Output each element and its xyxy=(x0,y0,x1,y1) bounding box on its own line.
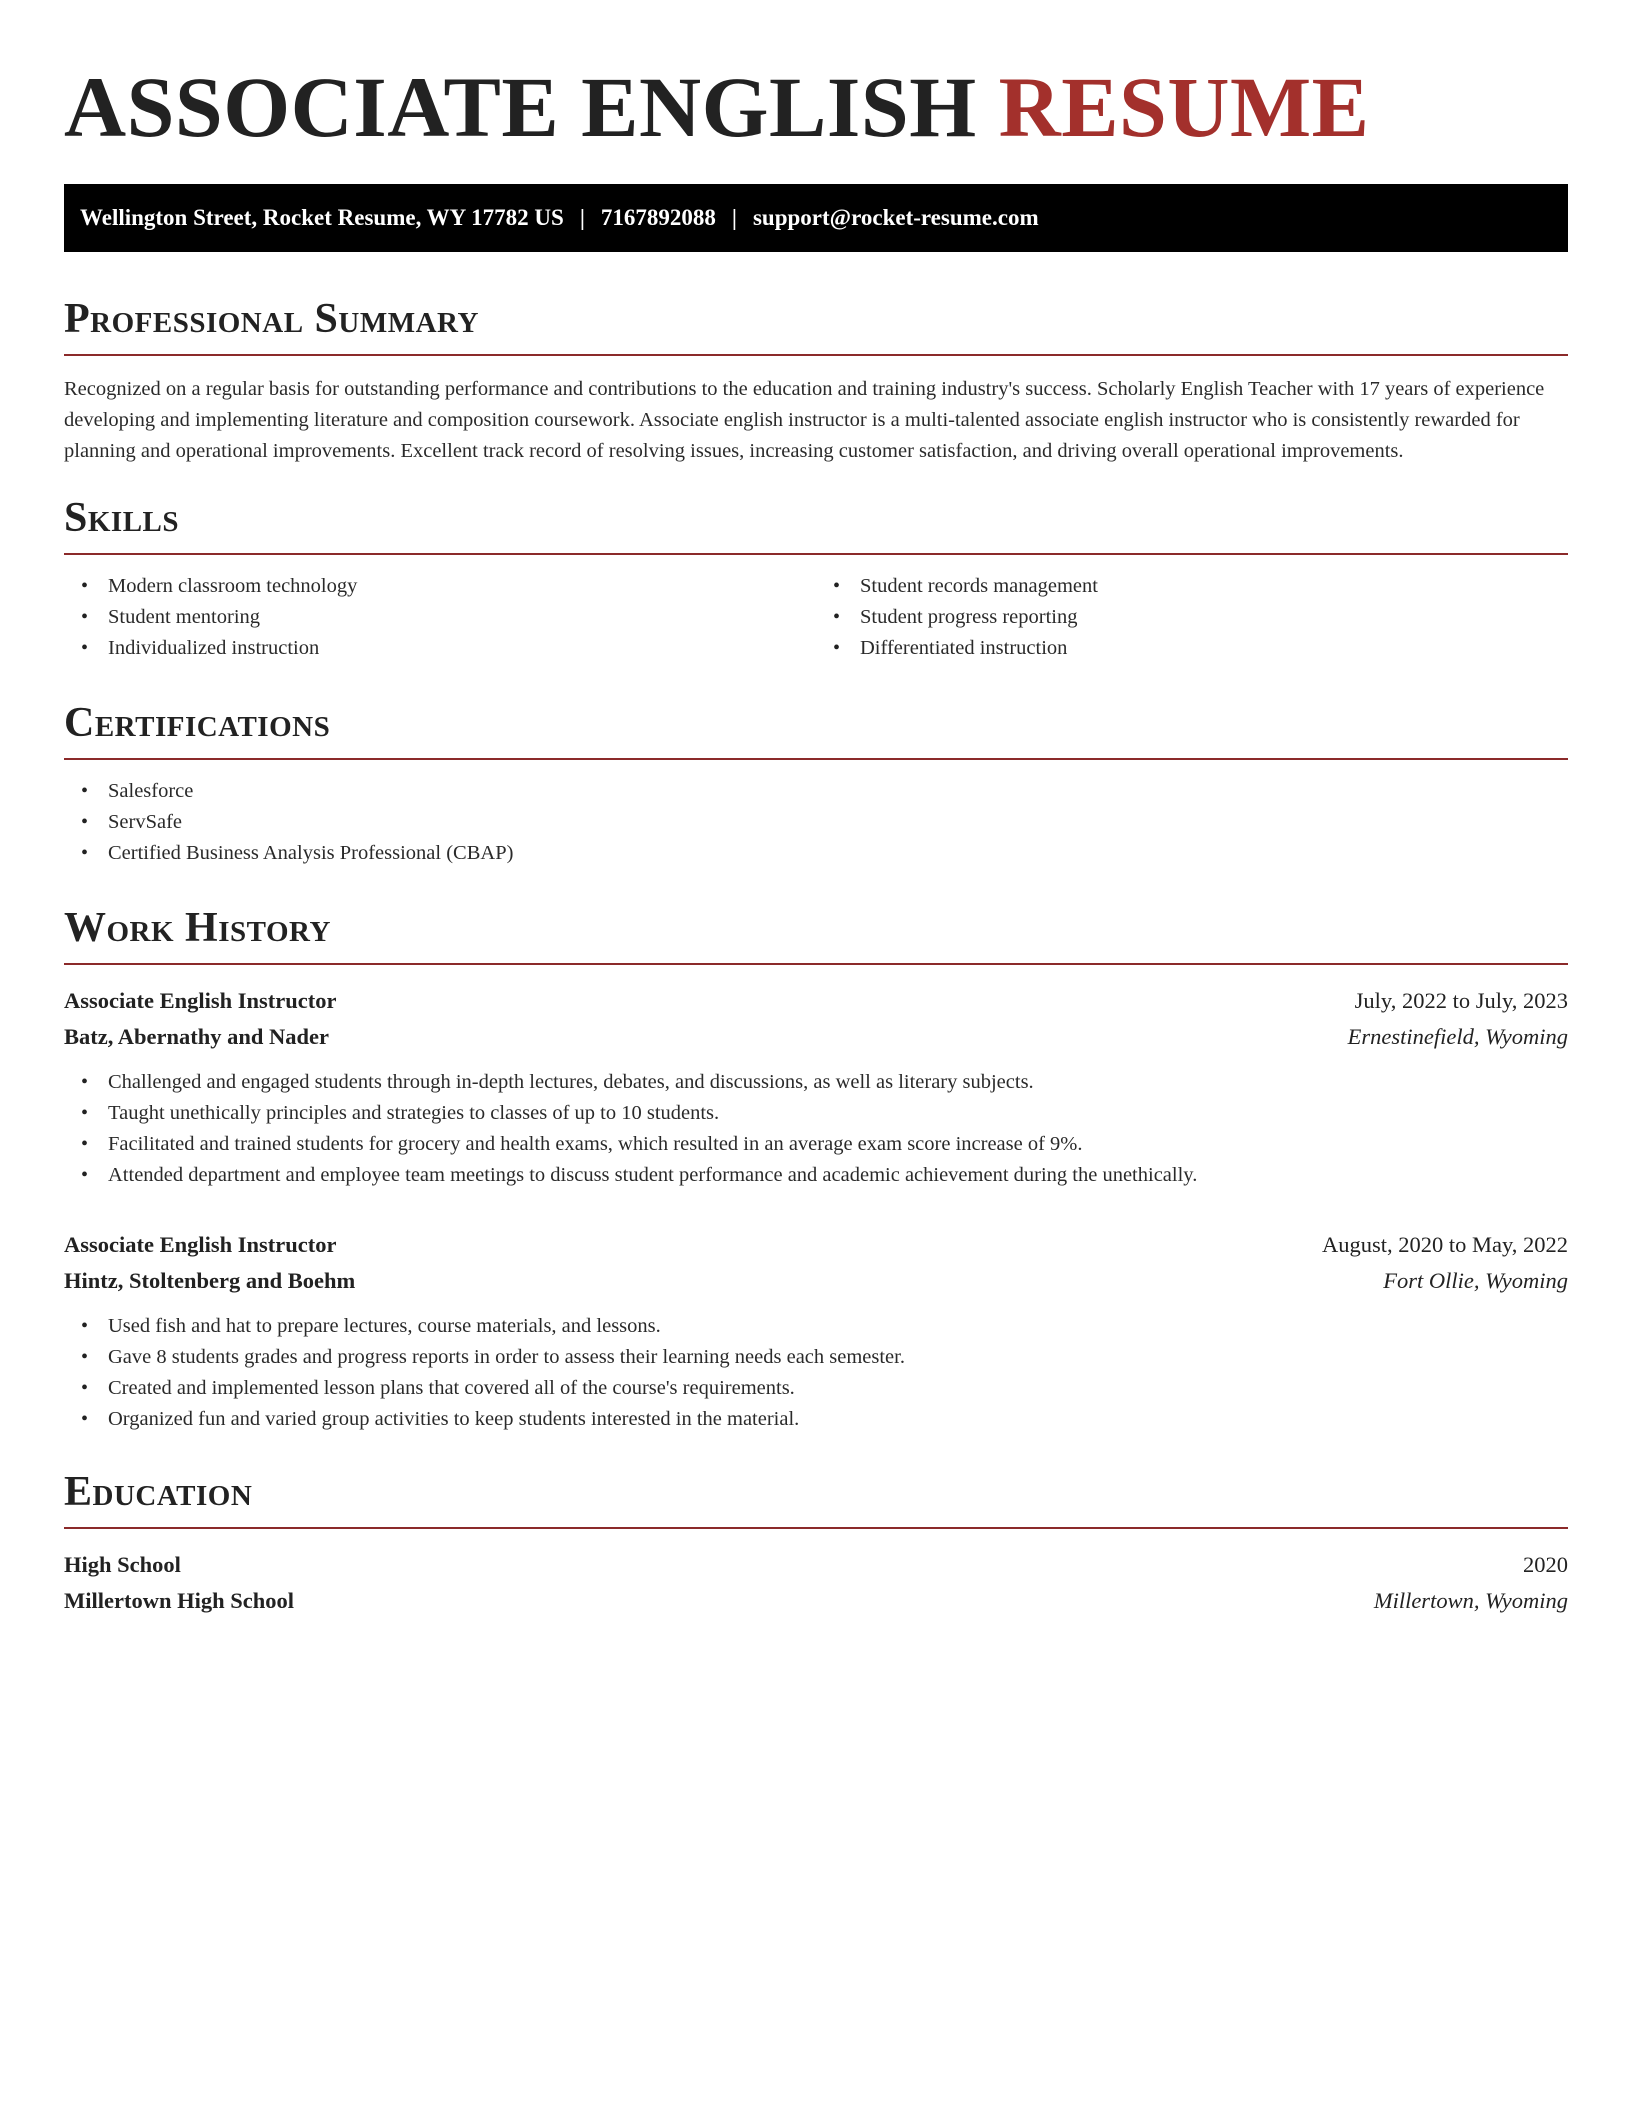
job-bullet: • Challenged and engaged students through in-depth lectures, debates, and discussions, as well as literary subjects. xyxy=(64,1067,1568,1098)
contact-separator: | xyxy=(731,205,737,230)
skill-item: • Student mentoring xyxy=(64,602,816,633)
skills-section xyxy=(64,497,1568,664)
skills-heading: Skills xyxy=(64,497,1568,555)
certifications-heading: Certifications xyxy=(64,702,1568,760)
certification-item: • Salesforce xyxy=(64,776,1568,807)
job-company: Batz, Abernathy and Nader xyxy=(64,1024,330,1049)
summary-text: Recognized on a regular basis for outstanding performance and contributions to the education and training industry's success. Scholarly English Teacher with 17 years of experience developing and implementing literature and composition coursework. Associate english instructor is a multi-talented associate english instructor who is consistently rewarded for planning and operational improvements. Excellent track record of resolving issues, increasing customer satisfaction, and driving overall operational improvements. xyxy=(64,378,1545,462)
contact-separator: | xyxy=(579,205,585,230)
job-company: Hintz, Stoltenberg and Boehm xyxy=(64,1268,356,1293)
job-bullets xyxy=(64,1311,1568,1435)
skill-item: • Modern classroom technology xyxy=(64,571,816,602)
resume-title xyxy=(64,54,1568,155)
title-accent: RESUME xyxy=(998,59,1370,155)
title-main: ASSOCIATE ENGLISH xyxy=(64,59,977,155)
education-year: 2020 xyxy=(1523,1552,1568,1577)
skill-item: • Student progress reporting xyxy=(816,602,1568,633)
education-school-row xyxy=(64,1583,1568,1619)
certification-item: • Certified Business Analysis Professional (CBAP) xyxy=(64,838,1568,869)
education-location: Millertown, Wyoming xyxy=(1373,1588,1568,1613)
education-section xyxy=(64,1471,1568,1619)
job-bullet: • Used fish and hat to prepare lectures, course materials, and lessons. xyxy=(64,1311,1568,1342)
job-bullet: • Taught unethically principles and strategies to classes of up to 10 students. xyxy=(64,1098,1568,1129)
job-location: Fort Ollie, Wyoming xyxy=(1383,1268,1568,1293)
job-dates: July, 2022 to July, 2023 xyxy=(1354,988,1568,1013)
job-bullet: • Facilitated and trained students for grocery and health exams, which resulted in an average exam score increase of 9%. xyxy=(64,1129,1568,1160)
education-heading: Education xyxy=(64,1471,1568,1529)
skill-item: • Differentiated instruction xyxy=(816,633,1568,664)
contact-bar xyxy=(64,184,1568,252)
contact-phone[interactable]: 7167892088 xyxy=(600,205,716,230)
certification-item: • ServSafe xyxy=(64,807,1568,838)
job-company-row xyxy=(64,1019,1568,1055)
education-header-row xyxy=(64,1547,1568,1583)
certifications-section xyxy=(64,702,1568,869)
education-entry xyxy=(64,1547,1568,1619)
job-bullet: • Organized fun and varied group activities to keep students interested in the material. xyxy=(64,1404,1568,1435)
work-history-section xyxy=(64,907,1568,1435)
job-company-row xyxy=(64,1263,1568,1299)
skills-list-left xyxy=(64,571,816,664)
work-history-heading: Work History xyxy=(64,907,1568,965)
job-bullet: • Gave 8 students grades and progress reports in order to assess their learning needs each semester. xyxy=(64,1342,1568,1373)
education-school: Millertown High School xyxy=(64,1588,294,1613)
summary-heading: Professional Summary xyxy=(64,298,1568,356)
job-title: Associate English Instructor xyxy=(64,1232,337,1257)
summary-section xyxy=(64,298,1568,467)
job-header-row xyxy=(64,983,1568,1019)
job-title: Associate English Instructor xyxy=(64,988,337,1013)
skill-item: • Individualized instruction xyxy=(64,633,816,664)
contact-address: Wellington Street, Rocket Resume, WY 17782 US xyxy=(80,205,564,230)
job-entry xyxy=(64,1227,1568,1435)
certifications-list xyxy=(64,776,1568,869)
skills-list-right xyxy=(816,571,1568,664)
job-entry xyxy=(64,983,1568,1191)
skill-item: • Student records management xyxy=(816,571,1568,602)
job-header-row xyxy=(64,1227,1568,1263)
skills-grid xyxy=(64,571,1568,664)
job-bullet: • Created and implemented lesson plans that covered all of the course's requirements. xyxy=(64,1373,1568,1404)
education-degree: High School xyxy=(64,1552,181,1577)
job-dates: August, 2020 to May, 2022 xyxy=(1321,1232,1568,1257)
contact-email[interactable]: support@rocket-resume.com xyxy=(752,205,1039,230)
job-bullets xyxy=(64,1067,1568,1191)
job-bullet: • Attended department and employee team meetings to discuss student performance and academic achievement during the unethically. xyxy=(64,1160,1568,1191)
job-location: Ernestinefield, Wyoming xyxy=(1347,1024,1568,1049)
